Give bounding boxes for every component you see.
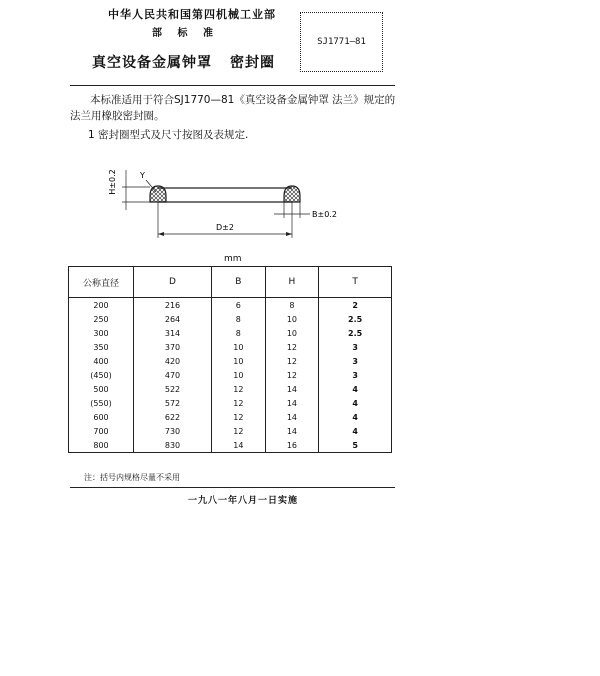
col-nominal: 公称直径 xyxy=(69,267,134,298)
ministry-name: 中华人民共和国第四机械工业部 xyxy=(108,8,276,21)
table-row: 700 730 12 14 4 xyxy=(69,424,392,438)
table-row: 300 314 8 10 2.5 xyxy=(69,326,392,340)
unit-label: mm xyxy=(224,254,242,264)
clause-1: 1 密封圈型式及尺寸按图及表规定. xyxy=(88,129,249,141)
standard-label: 部 标 准 xyxy=(152,28,219,39)
table-row: 200 216 6 8 2 xyxy=(69,298,392,313)
d-label: D±2 xyxy=(216,223,234,232)
b-label: B±0.2 xyxy=(312,210,337,219)
table-header-row xyxy=(69,267,392,298)
y-label: Y xyxy=(140,171,145,180)
effective-date: 一九八一年八月一日实施 xyxy=(188,496,299,506)
table-row: 400 420 10 12 3 xyxy=(69,354,392,368)
table-note: 注：括号内规格尽量不采用 xyxy=(84,473,180,482)
intro-paragraph: 本标准适用于符合SJ1770—81《真空设备金属钟罩 法兰》规定的法兰用橡胶密封圈。 xyxy=(70,94,396,122)
dimension-table xyxy=(68,266,392,453)
col-h: H xyxy=(265,267,319,298)
footer-divider xyxy=(70,487,395,488)
col-t: T xyxy=(319,267,392,298)
table-row: 800 830 14 16 5 xyxy=(69,438,392,453)
title-main: 真空设备金属钟罩 xyxy=(92,55,212,71)
table-row: 500 522 12 14 4 xyxy=(69,382,392,396)
col-b: B xyxy=(212,267,266,298)
title-sub: 密封圈 xyxy=(230,55,275,71)
table-row: 250 264 8 10 2.5 xyxy=(69,312,392,326)
h-label: H±0.2 xyxy=(108,169,117,195)
header-divider xyxy=(70,85,395,86)
table-row: 600 622 12 14 4 xyxy=(69,410,392,424)
right-section xyxy=(284,186,300,202)
left-section xyxy=(150,186,166,202)
table-row: (450) 470 10 12 3 xyxy=(69,368,392,382)
table-row: 350 370 10 12 3 xyxy=(69,340,392,354)
col-d: D xyxy=(134,267,212,298)
seal-ring-diagram xyxy=(100,158,350,240)
standard-code: SJ1771—81 xyxy=(317,37,366,47)
standard-code-box xyxy=(300,12,383,72)
document-title xyxy=(92,52,275,72)
table-row: (550) 572 12 14 4 xyxy=(69,396,392,410)
